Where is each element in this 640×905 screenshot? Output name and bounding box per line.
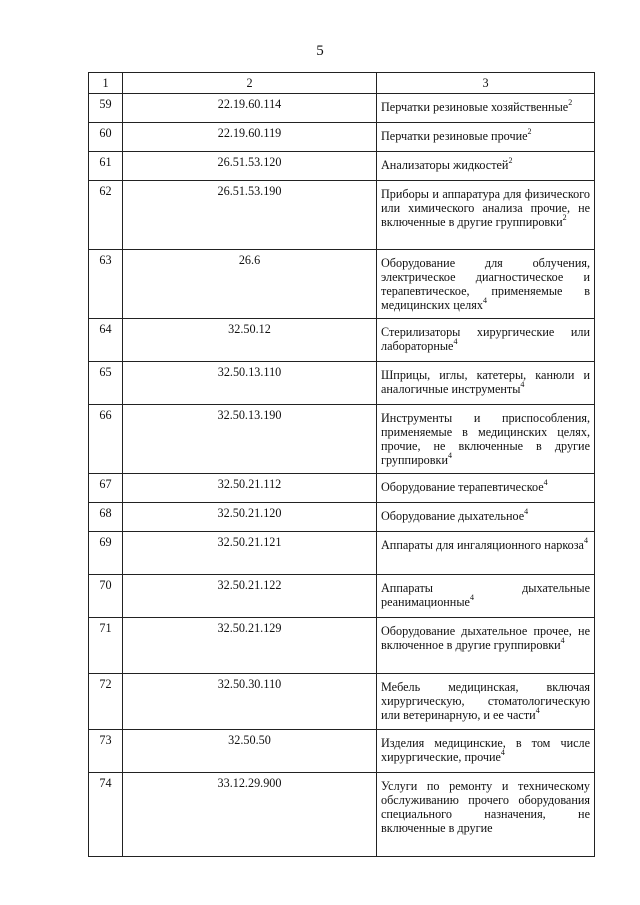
description-text [381, 325, 590, 353]
okpd-code-cell: 32.50.13.110 [123, 362, 377, 405]
description-cell [377, 123, 595, 152]
description-text [381, 680, 590, 722]
table-row [89, 250, 595, 319]
description-label: Перчатки резиновые прочие [381, 129, 528, 143]
description-cell [377, 503, 595, 532]
table-row [89, 319, 595, 362]
row-number-cell: 71 [89, 618, 123, 674]
description-cell [377, 250, 595, 319]
okpd-code-cell: 26.6 [123, 250, 377, 319]
description-cell [377, 181, 595, 250]
footnote-marker: 4 [535, 705, 540, 715]
description-cell [377, 319, 595, 362]
description-label: Оборудование дыхательное [381, 509, 525, 523]
table-row [89, 405, 595, 474]
row-number-cell: 63 [89, 250, 123, 319]
page-number: 5 [316, 43, 324, 59]
table-row [89, 730, 595, 773]
description-cell [377, 730, 595, 773]
description-text [381, 126, 590, 143]
row-number-cell: 74 [89, 773, 123, 857]
description-text [381, 535, 590, 552]
row-number-cell: 60 [89, 123, 123, 152]
footnote-marker: 4 [543, 477, 548, 487]
description-label: Приборы и аппаратура для физического или химического анализа прочие, не включенные в другие группировки [381, 187, 590, 229]
description-cell [377, 532, 595, 575]
description-cell [377, 773, 595, 857]
description-label: Анализаторы жидкостей [381, 158, 509, 172]
description-label: Оборудование терапевтическое [381, 480, 544, 494]
table-body [89, 73, 595, 857]
footnote-marker: 2 [568, 97, 573, 107]
row-number-cell: 65 [89, 362, 123, 405]
description-cell [377, 618, 595, 674]
row-number-cell: 70 [89, 575, 123, 618]
okpd-code-cell: 26.51.53.120 [123, 152, 377, 181]
description-label: Изделия медицинские, в том числе хирургические, прочие [381, 736, 590, 764]
description-label: Стерилизаторы хирургические или лабораторные [381, 325, 590, 353]
footnote-marker: 2 [562, 212, 567, 222]
footnote-marker: 2 [527, 126, 532, 136]
description-text [381, 155, 590, 172]
okpd-code-cell: 32.50.13.190 [123, 405, 377, 474]
row-number-cell: 69 [89, 532, 123, 575]
row-number-cell: 67 [89, 474, 123, 503]
table-row [89, 773, 595, 857]
description-text [381, 581, 590, 609]
description-text [381, 779, 590, 835]
okpd-code-cell: 32.50.30.110 [123, 674, 377, 730]
okpd-code-cell: 26.51.53.190 [123, 181, 377, 250]
footnote-marker: 4 [520, 379, 525, 389]
description-cell [377, 674, 595, 730]
description-text [381, 477, 590, 494]
okpd-code-cell: 32.50.21.112 [123, 474, 377, 503]
table-header-row [89, 73, 595, 94]
description-text [381, 411, 590, 467]
table-row [89, 532, 595, 575]
header-col-2: 2 [123, 73, 377, 94]
table-row [89, 152, 595, 181]
table-row [89, 181, 595, 250]
description-label: Мебель медицинская, включая хирургическую, стоматологическую или ветеринарную, и ее части [381, 680, 590, 722]
header-col-3: 3 [377, 73, 595, 94]
okpd-code-cell: 32.50.50 [123, 730, 377, 773]
table-row [89, 123, 595, 152]
row-number-cell: 68 [89, 503, 123, 532]
description-text [381, 506, 590, 523]
footnote-marker: 2 [508, 155, 513, 165]
footnote-marker: 4 [453, 336, 458, 346]
description-label: Шприцы, иглы, катетеры, канюли и аналогичные инструменты [381, 368, 590, 396]
footnote-marker: 4 [482, 295, 487, 305]
table-row [89, 674, 595, 730]
okpd-code-cell: 32.50.21.121 [123, 532, 377, 575]
okpd-code-cell: 32.50.21.122 [123, 575, 377, 618]
footnote-marker: 4 [447, 450, 452, 460]
codes-table [88, 72, 595, 857]
description-label: Оборудование дыхательное прочее, не включенное в другие группировки [381, 624, 590, 652]
description-label: Оборудование для облучения, электрическое диагностическое и терапевтическое, применяемые в медицинских целях [381, 256, 590, 312]
description-label: Аппараты для ингаляционного наркоза [381, 538, 584, 552]
description-label: Услуги по ремонту и техническому обслуживанию прочего оборудования специального назначения, не включенные в другие [381, 779, 590, 835]
description-cell [377, 474, 595, 503]
description-label: Перчатки резиновые хозяйственные [381, 100, 569, 114]
table-row [89, 575, 595, 618]
table-row [89, 474, 595, 503]
header-col-1: 1 [89, 73, 123, 94]
description-cell [377, 362, 595, 405]
description-text [381, 624, 590, 652]
description-text [381, 187, 590, 229]
table-row [89, 362, 595, 405]
description-cell [377, 94, 595, 123]
description-label: Инструменты и приспособления, применяемые в медицинских целях, прочие, не включенные в другие группировки [381, 411, 590, 467]
table-row [89, 94, 595, 123]
table-row [89, 503, 595, 532]
row-number-cell: 59 [89, 94, 123, 123]
row-number-cell: 64 [89, 319, 123, 362]
row-number-cell: 61 [89, 152, 123, 181]
okpd-code-cell: 22.19.60.119 [123, 123, 377, 152]
okpd-code-cell: 32.50.21.129 [123, 618, 377, 674]
description-cell [377, 405, 595, 474]
description-cell [377, 575, 595, 618]
table-row [89, 618, 595, 674]
footnote-marker: 4 [500, 747, 505, 757]
description-text [381, 256, 590, 312]
description-label: Аппараты дыхательные реанимационные [381, 581, 590, 609]
footnote-marker: 4 [583, 535, 588, 545]
okpd-code-cell: 33.12.29.900 [123, 773, 377, 857]
description-cell [377, 152, 595, 181]
description-text [381, 736, 590, 764]
row-number-cell: 62 [89, 181, 123, 250]
okpd-code-cell: 22.19.60.114 [123, 94, 377, 123]
row-number-cell: 66 [89, 405, 123, 474]
okpd-code-cell: 32.50.21.120 [123, 503, 377, 532]
row-number-cell: 73 [89, 730, 123, 773]
description-text [381, 97, 590, 114]
okpd-code-cell: 32.50.12 [123, 319, 377, 362]
footnote-marker: 4 [469, 592, 474, 602]
footnote-marker: 4 [560, 635, 565, 645]
row-number-cell: 72 [89, 674, 123, 730]
footnote-marker: 4 [524, 506, 529, 516]
description-text [381, 368, 590, 396]
